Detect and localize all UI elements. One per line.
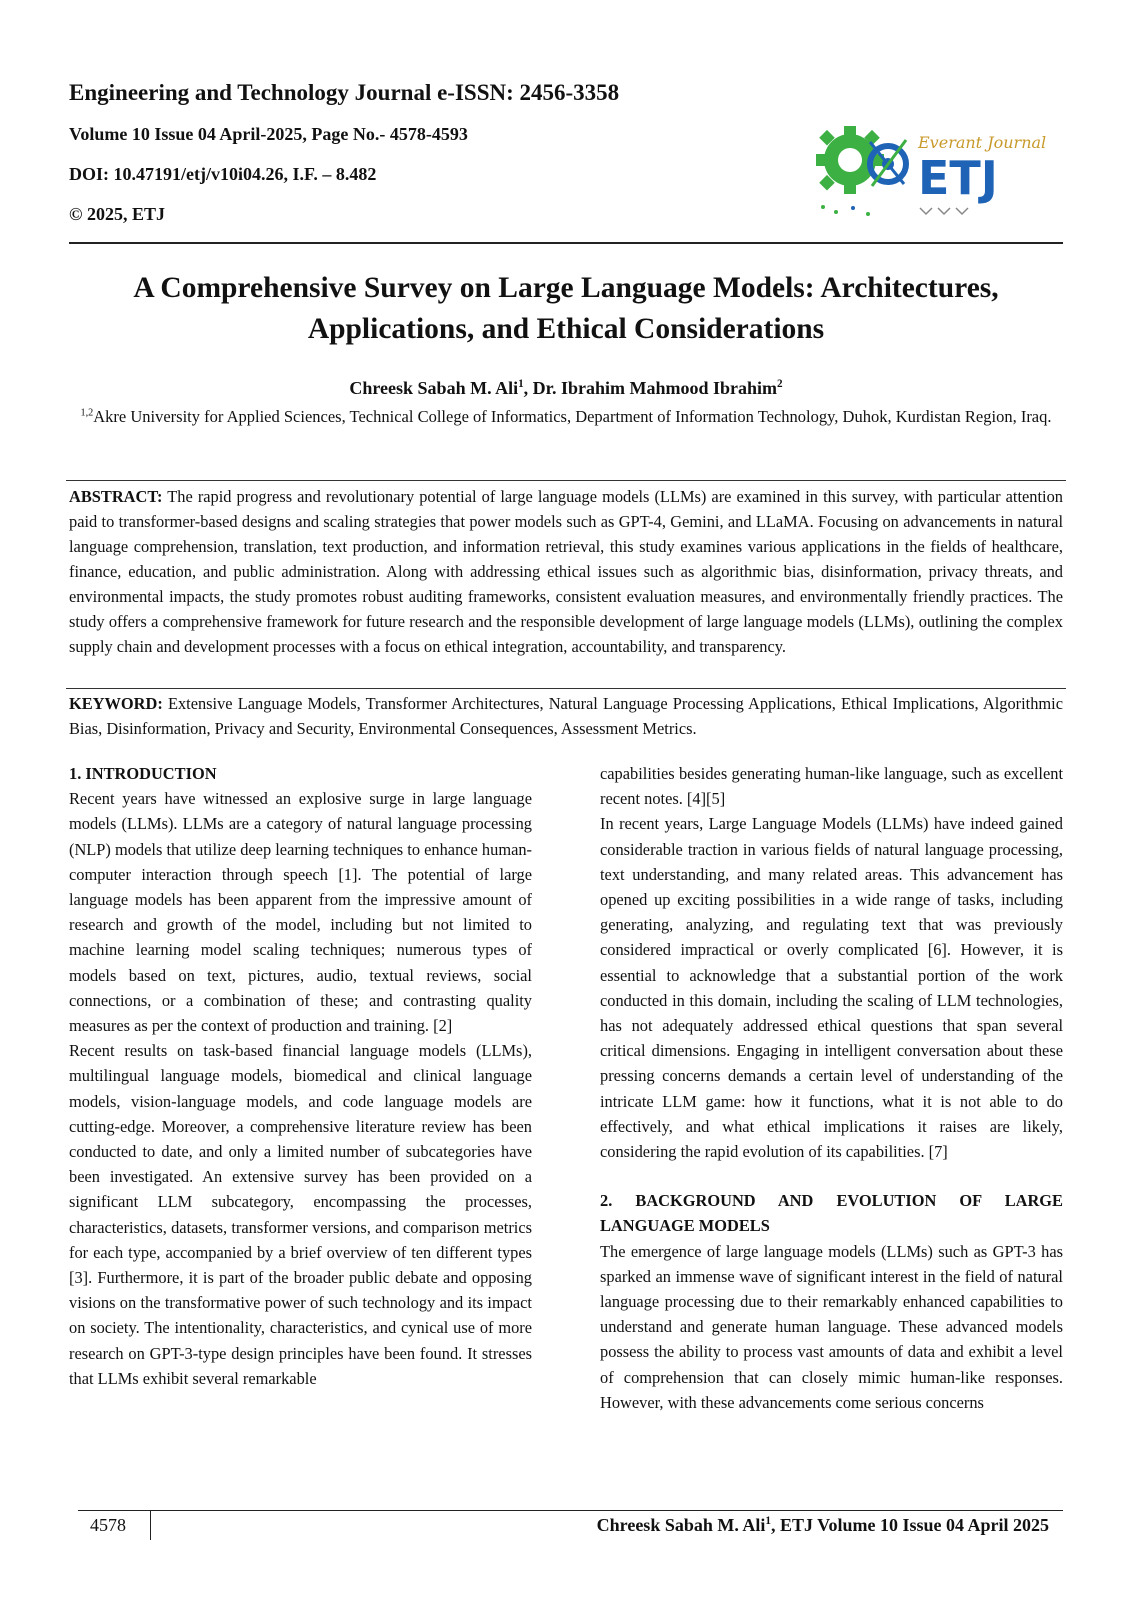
abstract-label: ABSTRACT:: [69, 487, 163, 506]
section-heading-introduction: 1. INTRODUCTION: [69, 764, 217, 783]
header-rule: [69, 242, 1063, 244]
author-list: [69, 378, 1063, 399]
abstract-text: The rapid progress and revolutionary potential of large language models (LLMs) are examined in this survey, with particular attention paid to transformer-based designs and scaling strategies that power models such as GPT-4, Gemini, and LLaMA. Focusing on advancements in natural language comprehension, translation, text production, and information retrieval, this study examines various applications in the fields of healthcare, finance, education, and public administration. Along with addressing ethical issues such as algorithmic bias, disinformation, privacy threats, and environmental impacts, the study promotes robust auditing frameworks, consistent evaluation measures, and environmentally friendly practices. The study offers a comprehensive framework for future research and the responsible development of large language models (LLMs), outlining the complex supply chain and development processes with a focus on ethical integration, accountability, and transparency.: [69, 487, 1063, 656]
logo-title: ETJ: [918, 151, 998, 205]
copyright: © 2025, ETJ: [69, 204, 165, 224]
footer-citation: , ETJ Volume 10 Issue 04 April 2025: [770, 1515, 1049, 1535]
footer-author: Chreesk Sabah M. Ali: [596, 1515, 766, 1535]
paper-title: [69, 268, 1063, 350]
footer-rule: [78, 1510, 1063, 1511]
journal-name: Engineering and Technology Journal e-ISSN: 2456-3358: [69, 80, 620, 105]
body-paragraph: The emergence of large language models (LLMs) such as GPT-3 has sparked an immense wave of significant interest in the field of natural language processing due to their remarkably enhanced capabilities to understand and generate human language. These advanced models possess the ability to process vast amounts of data and exhibit a level of comprehension that can closely mimic human-like responses. However, with these advancements come serious concerns: [600, 1241, 1063, 1412]
footer-author-mark: 1: [765, 1515, 771, 1527]
affiliation-mark: 1,2: [80, 407, 94, 419]
abstract: [69, 484, 1063, 659]
keywords-text: Extensive Language Models, Transformer Architectures, Natural Language Processing Applications, Ethical Implications, Algorithmic Bias, Disinformation, Privacy and Security, Environmental Consequences, Assessment Metrics.: [69, 694, 1063, 738]
logo-subtitle: Everant Journal: [918, 133, 1047, 152]
body-paragraph: Recent results on task-based financial language models (LLMs), multilingual language models, biomedical and clinical language models, vision-language models, and code language models are cutting-edge. Moreover, a comprehensive literature review has been conducted to date, and only a limited number of subcategories have been investigated. An extensive survey has been provided on a significant LLM subcategory, encompassing the processes, characteristics, datasets, transformer versions, and comparison metrics for each type, accompanied by a brief overview of ten different types [3]. Furthermore, it is part of the broader public debate and opposing visions on the transformative power of such technology and its impact on society. The intentionality, characteristics, and cynical use of more research on GPT-3-type design principles have been found. It stresses that LLMs exhibit several remarkable: [69, 1041, 532, 1388]
author-name: Chreesk Sabah M. Ali: [349, 378, 519, 398]
etj-logo: [808, 112, 1047, 224]
section-gap: [600, 1164, 1063, 1188]
affiliation-text: Akre University for Applied Sciences, Technical College of Informatics, Department of Information Technology, Duhok, Kurdistan Region, Iraq.: [93, 407, 1052, 426]
affiliation: [69, 405, 1063, 429]
author-affil-mark: 1: [518, 378, 524, 390]
abstract-top-rule: [66, 480, 1066, 481]
volume-info: Volume 10 Issue 04 April-2025, Page No.- 4578-4593: [69, 124, 468, 144]
left-column: [69, 761, 532, 1391]
page-number: 4578: [90, 1515, 126, 1535]
running-footer: [597, 1515, 1049, 1536]
section-heading-background: 2. BACKGROUND AND EVOLUTION OF LARGE LANGUAGE MODELS: [600, 1191, 1063, 1236]
body-paragraph: capabilities besides generating human-like language, such as excellent recent notes. [4][5]: [600, 764, 1063, 809]
body-paragraph: In recent years, Large Language Models (LLMs) have indeed gained considerable traction in various fields of natural language processing, text understanding, and many related areas. This advancement has opened up exciting possibilities in a wide range of tasks, including generating, analyzing, and regulating text that was previously considered impractical or overly complicated [6]. However, it is essential to acknowledge that a substantial portion of the work conducted in this domain, including the scaling of LLM technologies, has not adequately addressed ethical questions that span several critical dimensions. Engaging in intelligent conversation about these pressing concerns demands a certain level of understanding of the intricate LLM game: how it functions, what it is not able to do effectively, and what ethical implications it raises are likely, considering the rapid evolution of its capabilities. [7]: [600, 814, 1063, 1162]
author-name: Dr. Ibrahim Mahmood Ibrahim: [532, 378, 778, 398]
etj-logo-graphic: [808, 112, 1047, 224]
keywords: [69, 691, 1063, 741]
paper-title-line1: A Comprehensive Survey on Large Language Models: Architectures,: [133, 272, 999, 304]
right-column: [600, 761, 1063, 1415]
author-affil-mark: 2: [777, 378, 783, 390]
keywords-label: KEYWORD:: [69, 694, 163, 713]
doi-info: DOI: 10.47191/etj/v10i04.26, I.F. – 8.482: [69, 164, 377, 184]
abstract-bottom-rule: [66, 688, 1066, 689]
body-paragraph: Recent years have witnessed an explosive surge in large language models (LLMs). LLMs are a category of natural language processing (NLP) models that utilize deep learning techniques to enhance human-computer interaction through speech [1]. The potential of large language models has been apparent from the impressive amount of research and growth of the model, including but not limited to machine learning model scaling techniques; numerous types of models based on text, pictures, audio, textual reviews, social connections, or a combination of these; and contrasting quality measures as per the context of production and training. [2]: [69, 789, 532, 1036]
paper-title-line2: Applications, and Ethical Considerations: [307, 313, 825, 345]
footer-divider: [150, 1510, 151, 1540]
author-separator: ,: [523, 378, 533, 398]
